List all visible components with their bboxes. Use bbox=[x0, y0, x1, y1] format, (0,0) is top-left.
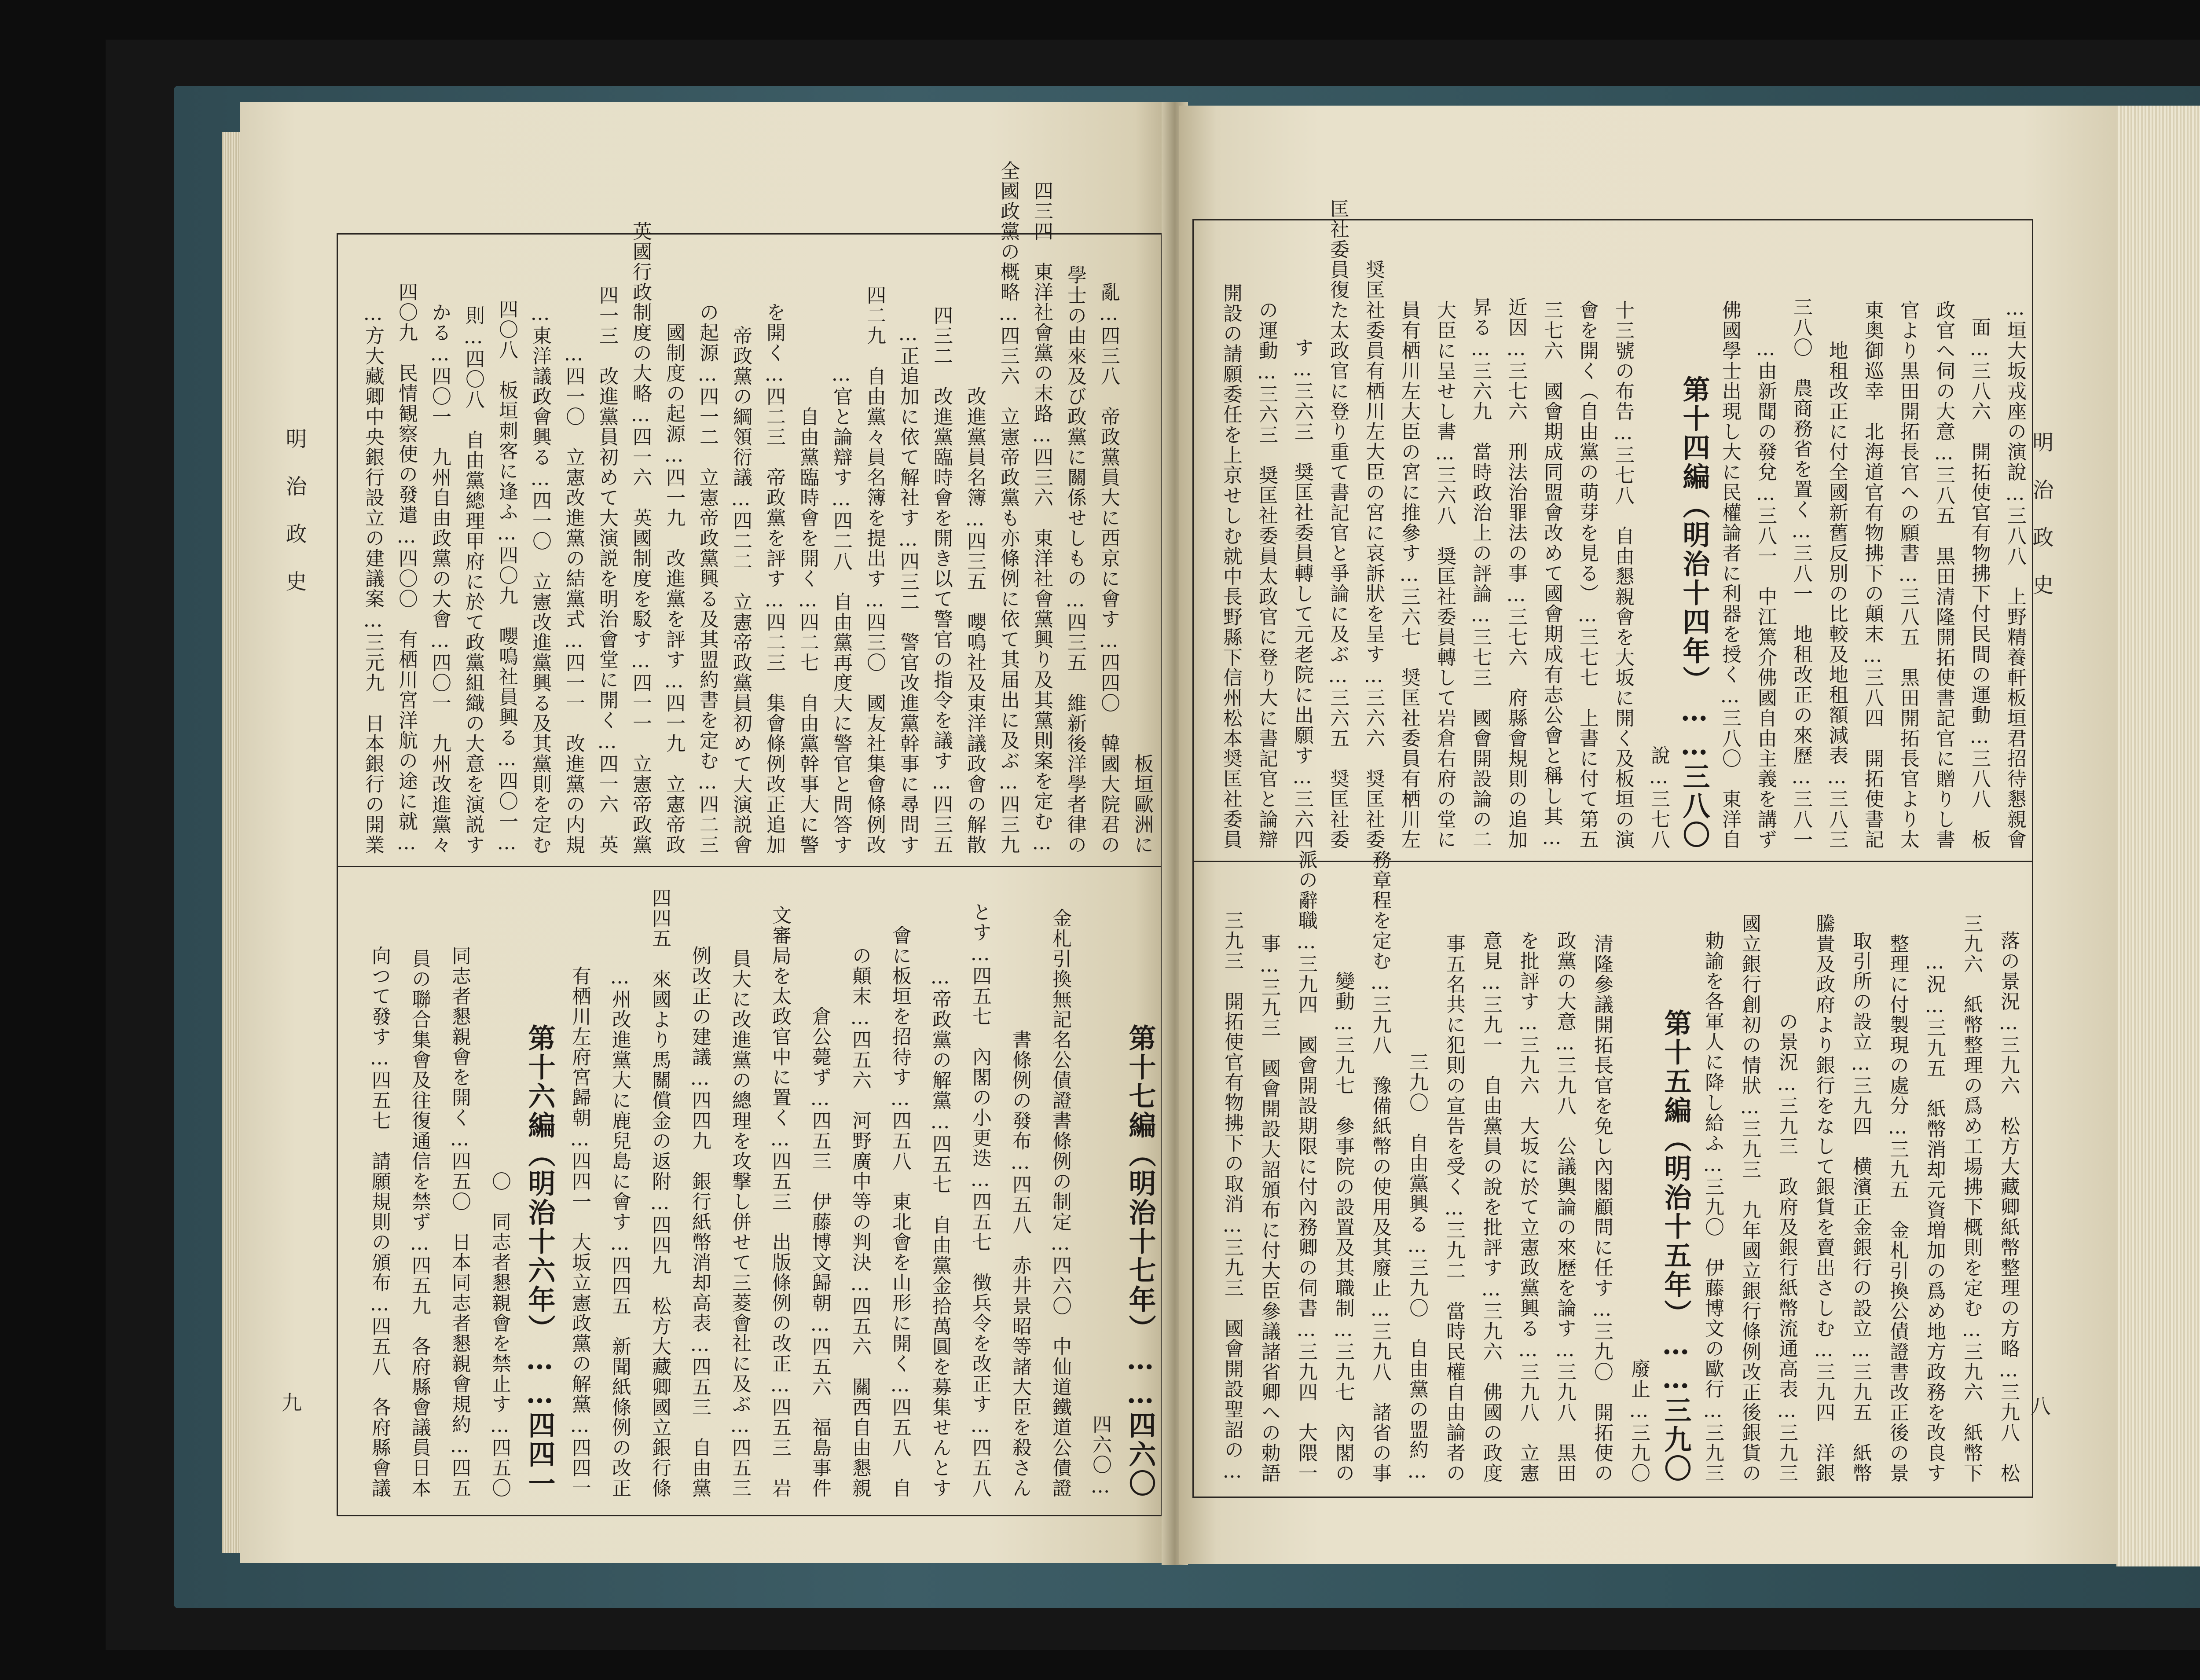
contents-line: 帝政黨の綱領衍議…四二二 立憲帝政黨員初めて大演説會 bbox=[730, 326, 752, 855]
contents-line: …四〇八 板垣刺客に逢ふ…四〇九 嚶鳴社員興る…四〇一 bbox=[495, 299, 518, 855]
contents-line: とす…四五七 內閣の小更迭…四五七 徴兵令を改正す…四五八 bbox=[969, 902, 991, 1498]
contents-line: かる…四〇一 九州自由政黨の大會…四〇一 九州改進黨々 bbox=[429, 302, 451, 855]
left-section-divider bbox=[338, 866, 1161, 867]
contents-line: 務章程を定む…三九八 豫備紙幣の使用及其廢止…三九八 諸省の事 bbox=[1369, 850, 1391, 1483]
contents-line: 廢止…三九〇 bbox=[1628, 1359, 1650, 1483]
contents-line: 員の聯合集會及往復通信を禁ず…四五九 各府縣會議員日本 bbox=[408, 949, 431, 1498]
contents-line: 近因…三七六 刑法治罪法の事…三七六 府縣會規則の追加 bbox=[1505, 297, 1527, 850]
contents-line: 帝政黨の解黨…四五七 自由黨金拾萬圓を募集せんとす… bbox=[929, 966, 951, 1498]
contents-line: 落の景況…三九六 松方大藏卿紙幣整理の方略…三九八 松 bbox=[1997, 931, 2020, 1483]
contents-line: 清隆參議開拓長官を免し內閣顧問に任す…三九〇 開拓使の bbox=[1591, 934, 1613, 1483]
contents-line: 況…三九五 紙幣消却元資増加の爲め地方政務を改良す… bbox=[1923, 951, 1946, 1483]
contents-line: 文審局を太政官中に置く…四五三 出版條例の改正…四五三 岩 bbox=[769, 905, 791, 1498]
left-page-number: 九 bbox=[282, 1391, 302, 1415]
contents-line: 變動…三九七 參事院の設置及其職制…三九七 內閣の bbox=[1332, 971, 1354, 1483]
contents-line: 則…四〇八 自由黨總理甲府に於て政黨組織の大意を演説す bbox=[462, 305, 484, 855]
left-running-head: 明治政史 bbox=[282, 428, 307, 618]
contents-line: 自由黨臨時會を開く…四二七 自由黨幹事大に警 bbox=[796, 407, 819, 855]
contents-line: 取引所の設立…三九四 横濱正金銀行の設立…三九五 紙幣 bbox=[1849, 931, 1872, 1483]
contents-line: の顛末…四五六 河野廣中等の判決…四五六 關西自由懇親 bbox=[849, 946, 871, 1498]
contents-line: 整理に付製現の處分…三九五 金札引換公債證書改正後の景 bbox=[1886, 934, 1909, 1483]
contents-line: 面…三八六 開拓使官有物拂下付民間の運動…三八八 板 bbox=[1968, 317, 1991, 850]
contents-line: を批評す…三九六 大坂に於て立憲政黨興る…三九八 立憲 bbox=[1517, 931, 1539, 1483]
contents-line: す…三六三 奨匡社委員轉して元老院に出願す…三六四 bbox=[1291, 337, 1313, 850]
contents-line: 員大に改進黨の總理を攻撃し併せて三菱會社に及ぶ…四五三 bbox=[729, 949, 751, 1498]
contents-line: 方大藏卿中央銀行設立の建議案…三元九 日本銀行の開業… bbox=[362, 302, 384, 855]
contents-line: 全國政黨の概略…四三六 立憲帝政黨も亦條例に依て其届出に及ぶ…四三九 bbox=[997, 161, 1019, 855]
contents-line: 勅諭を各軍人に降し給ふ…三九〇 伊藤博文の歐行…三九三 bbox=[1701, 931, 1724, 1483]
contents-line: 官と論辯す…四二八 自由黨再度大に警官と問答す… bbox=[830, 363, 852, 855]
contents-line: 員有栖川左大臣の宮に推參す…三六七 奨匡社委員有栖川左 bbox=[1398, 300, 1420, 850]
contents-line: …三七六 國會期成同盟會改めて國會期成有志公會と稱し其 bbox=[1540, 300, 1563, 850]
contents-line: 金札引換無記名公債證書條例の制定…四六〇 中仙道鐵道公債證 bbox=[1049, 908, 1071, 1498]
left-lower-section bbox=[342, 873, 1156, 1507]
contents-line: …四〇九 民情観察使の發遣…四〇〇 有栖川宮洋航の途に就 bbox=[395, 282, 418, 855]
right-upper-section bbox=[1198, 199, 2028, 854]
left-contents-box bbox=[337, 161, 1162, 1516]
contents-line: 例改正の建議…四四九 銀行紙幣消却高表…四五三 自由黨 bbox=[689, 946, 711, 1498]
contents-line: …四三四 東洋社會黨の末路…四三六 東洋社會黨興り及其黨則案を定む bbox=[1030, 181, 1053, 855]
contents-line: 事五名共に犯則の宣告を受く…三九二 當時民權自由論者の bbox=[1443, 934, 1465, 1483]
contents-line: 騰貴及政府より銀行をなして銀貨を賣出さしむ…三九四 洋銀 bbox=[1812, 913, 1835, 1483]
contents-line: 事…三九三 國會開設大詔頒布に付大臣參議諸省卿への勅語 bbox=[1258, 934, 1280, 1483]
contents-line: 東洋議政會興る…四一〇 立憲改進黨興る及其黨則を定む… bbox=[529, 302, 551, 855]
contents-line: 大臣に呈せし書…三六八 奨匡社委員轉して岩倉右府の堂に bbox=[1434, 300, 1456, 850]
contents-line: …三九三 開拓使官有物拂下の取消…三九三 國會開設聖詔の bbox=[1221, 910, 1243, 1483]
contents-line: 垣大坂戎座の演說…三八八 上野精養軒板垣君招待懇親會… bbox=[2004, 297, 2026, 850]
contents-line: の起源…四一二 立憲帝政黨興る及其盟約書を定む…四二三 bbox=[696, 302, 719, 855]
contents-line: …三九〇 自由黨興る…三九〇 自由黨の盟約 bbox=[1406, 1052, 1428, 1483]
contents-line: 由新聞の發兌…三八一 中江篤介佛國自由主義を講ず… bbox=[1754, 337, 1777, 850]
contents-line: 意見…三九一 自由黨員の說を批評す…三九六 佛國の政度 bbox=[1480, 931, 1502, 1483]
contents-line: 派の辭職…三九四 國會開設期限に付內務卿の伺書…三九四 大隈一 bbox=[1295, 850, 1317, 1483]
right-contents-box bbox=[1192, 199, 2033, 1498]
contents-line: 改進黨員名簿…四三五 嚶鳴社及東洋議政會の解散 bbox=[964, 386, 986, 855]
contents-line: を開く…四二三 帝政黨を評す…四二三 集會條例改正追加 bbox=[763, 302, 785, 855]
contents-line: 奨匡社委員有栖川左大臣の宮に哀訴狀を呈す…三六六 奨匡社委 bbox=[1362, 260, 1385, 850]
right-running-head: 明治政史 bbox=[2029, 431, 2053, 621]
contents-line: 書條例の發布…四五八 赤井景昭等諸大臣を殺さん bbox=[1009, 1030, 1031, 1498]
contents-line: 同志者懇親會を開く…四五〇 日本同志者懇親會規約…四五 bbox=[448, 946, 471, 1498]
contents-line: 四一三 改進黨員初めて大演説を明治會堂に開く…四一六 英 bbox=[596, 285, 618, 855]
chapter-15-heading: 第十五編（明治十五年）……三九〇 bbox=[1660, 1009, 1692, 1483]
contents-line: 亂…四三八 帝政黨員大に西京に會す…四四〇 韓國大院君の bbox=[1097, 282, 1120, 855]
contents-line: 匡社委員復た太政官に登り重て書記官と爭論に及ぶ…三六五 奨匡社委 bbox=[1327, 199, 1349, 850]
chapter-16-heading: 第十六編（明治十六年）……四四一 bbox=[524, 1024, 556, 1498]
contents-line: の景況…三九三 政府及銀行紙幣流通高表…三九三 bbox=[1775, 1012, 1798, 1483]
contents-line: …四六〇 bbox=[1089, 1414, 1111, 1498]
page-edges-right bbox=[2116, 106, 2200, 1566]
contents-line: 三九六 紙幣整理の爲め工場拂下概則を定む…三九六 紙幣下 bbox=[1960, 913, 1983, 1483]
right-lower-section bbox=[1198, 850, 2028, 1492]
contents-line: 會に板垣を招待す…四五八 東北會を山形に開く…四五八 自 bbox=[889, 925, 911, 1498]
contents-line: 昇る…三六九 當時政治上の評論…三七三 國會開設論の二 bbox=[1469, 297, 1492, 850]
contents-line: 會を開く（自由黨の萌芽を見る）…三七七 上書に付て第五 bbox=[1576, 300, 1599, 850]
contents-line: 四二九 自由黨々員名簿を提出す…四三〇 國友社集會條例改 bbox=[863, 285, 886, 855]
contents-line: の運動…三六三 奨匡社委員太政官に登り大に書記官と論辯 bbox=[1255, 300, 1278, 850]
contents-line: 正追加に依て解社す…四三二 警官改進黨幹事に尋問す… bbox=[897, 323, 919, 855]
contents-line: 地租改正に付全國新舊反別の比較及地租額減表…三八三 bbox=[1826, 341, 1848, 850]
contents-line: 向つて發す…四五七 請願規則の頒布…四五八 各府縣會議 bbox=[368, 946, 391, 1498]
contents-line: 說…三七八 bbox=[1647, 745, 1670, 850]
contents-line: 板垣歐洲に bbox=[1131, 754, 1153, 855]
contents-line: 〇 同志者懇親會を禁止す…四五〇 bbox=[488, 1171, 511, 1498]
right-section-divider bbox=[1194, 861, 2032, 862]
contents-line: 東奥御巡幸 北海道官有物拂下の顛末…三八四 開拓使書記 bbox=[1861, 300, 1884, 850]
left-upper-section bbox=[342, 161, 1156, 859]
contents-line: 開設の請願委任を上京せしむ就中長野縣下信州松本奨匡社委員 bbox=[1220, 283, 1242, 850]
chapter-14-heading: 第十四編（明治十四年）……三八〇 bbox=[1678, 375, 1710, 850]
contents-line: 英國行政制度の大略…四一六 英國制度を駁す…四一一 立憲帝政黨 bbox=[629, 221, 652, 855]
contents-line: 學士の由來及び政黨に關係せしもの…四三五 維新後洋學者律の bbox=[1064, 265, 1086, 855]
page-edges-left bbox=[222, 132, 242, 1553]
contents-line: 三八〇 農商務省を置く…三八一 地租改正の來歷…三八一 bbox=[1790, 297, 1812, 850]
chapter-17-heading: 第十七編（明治十七年）……四六〇 bbox=[1124, 1024, 1156, 1498]
contents-line: 政黨の大意…三九八 公議輿論の來歷を論す…三九八 黒田 bbox=[1554, 931, 1576, 1483]
contents-line: 國立銀行創初の情狀…三九三 九年國立銀行條例改正後銀貨の bbox=[1738, 913, 1761, 1483]
contents-line: 官より黒田開拓長官への願書…三八五 黒田開拓長官より太 bbox=[1897, 300, 1919, 850]
contents-line: 有栖川左府宮歸朝…四四一 大坂立憲政黨の解黨…四四一 bbox=[568, 966, 591, 1498]
contents-line: 州改進黨大に鹿兒島に會す…四四五 新聞紙條例の改正… bbox=[609, 966, 631, 1498]
contents-line: 四一〇 立憲改進黨の結黨式…四一一 改進黨の内規… bbox=[562, 343, 585, 855]
contents-line: 倉公薨ず…四五三 伊藤博文歸朝…四五六 福島事件 bbox=[809, 1006, 831, 1498]
right-page-number: 八 bbox=[2031, 1394, 2051, 1418]
contents-line: 四四五 來國より馬關償金の返附…四四九 松方大藏卿國立銀行條 bbox=[649, 888, 671, 1498]
contents-line: 十三號の布告…三七八 自由懇親會を大坂に開く及板垣の演 bbox=[1612, 300, 1634, 850]
contents-line: 四三二 改進黨臨時會を開き以て警官の指令を議す…四三五 bbox=[930, 305, 953, 855]
contents-line: 國制度の起源…四一九 改進黨を評す…四一九 立憲帝政 bbox=[663, 323, 685, 855]
contents-line: 佛國學士出現し大に民權論者に利器を授く…三八〇 東洋自 bbox=[1719, 300, 1741, 850]
contents-line: 政官へ伺の大意…三八五 黒田清隆開拓使書記官に贈りし書 bbox=[1932, 300, 1955, 850]
